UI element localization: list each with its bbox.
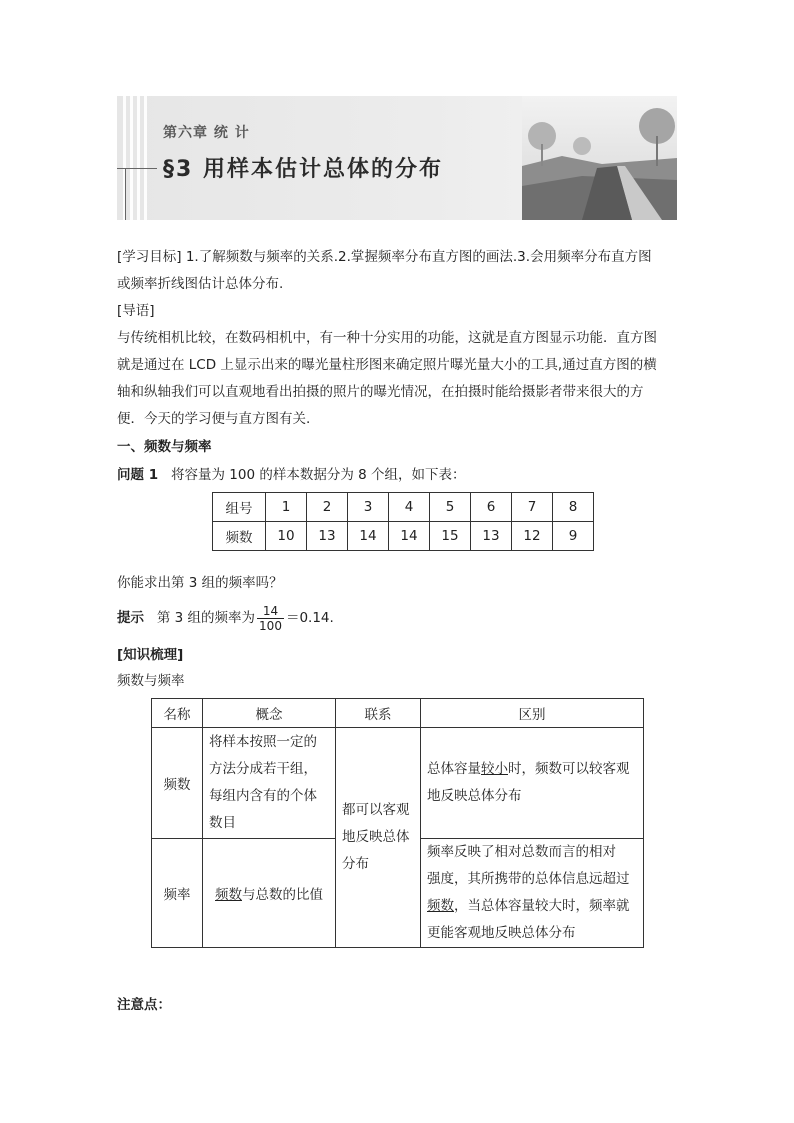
diff-line: 地反映总体分布 <box>427 788 522 804</box>
table-cell: 1 <box>266 493 307 522</box>
question-1 <box>117 462 466 489</box>
hint-label: 提示 <box>117 610 144 626</box>
note-label: 注意点： <box>117 997 171 1013</box>
intro-label: [导语] <box>117 303 155 319</box>
fraction-numerator: 14 <box>257 604 284 619</box>
row-header: 组号 <box>213 493 266 522</box>
hint <box>117 602 334 634</box>
link-line: 地反映总体 <box>342 829 410 845</box>
diff-underlined: 频数 <box>427 898 454 914</box>
link-line: 分布 <box>342 856 369 872</box>
question-label: 问题 1 <box>117 467 159 483</box>
diff-text: ，当总体容量较大时，频率就 <box>454 898 630 914</box>
diff-text: 时，频数可以较客观 <box>508 761 630 777</box>
learning-objectives <box>117 244 652 298</box>
name-cell: 频数 <box>152 728 203 839</box>
row-header: 频数 <box>213 522 266 551</box>
intro-line-1: 与传统相机比较，在数码相机中，有一种十分实用的功能，这就是直方图显示功能．直方图 <box>117 330 657 346</box>
table-cell: 13 <box>471 522 512 551</box>
concept-line: 每组内含有的个体 <box>209 788 317 804</box>
table-cell: 9 <box>553 522 594 551</box>
hint-text: 第 3 组的频率为 <box>156 610 256 626</box>
table-cell: 15 <box>430 522 471 551</box>
table-cell: 10 <box>266 522 307 551</box>
question-text: 将容量为 100 的样本数据分为 8 个组，如下表： <box>170 467 466 483</box>
table-row <box>152 699 644 728</box>
header-cell: 联系 <box>336 699 421 728</box>
link-line: 都可以客观 <box>342 802 410 818</box>
knowledge-subtitle: 频数与频率 <box>117 673 185 689</box>
intro-line-2: 就是通过在 LCD 上显示出来的曝光量柱形图来确定照片曝光量大小的工具,通过直方图的横 <box>117 357 657 373</box>
banner-rule <box>117 168 157 169</box>
table-row <box>152 728 644 839</box>
chapter-label: 第六章 统 计 <box>163 125 250 141</box>
group-count-table <box>212 492 594 551</box>
table-cell: 5 <box>430 493 471 522</box>
frequency-table <box>151 698 644 948</box>
concept-cell <box>203 728 336 839</box>
table-cell: 6 <box>471 493 512 522</box>
concept-line: 将样本按照一定的 <box>209 734 317 750</box>
landscape-photo <box>522 96 677 220</box>
banner-stripes <box>123 96 163 220</box>
table-row <box>213 522 594 551</box>
fraction <box>257 604 284 633</box>
knowledge-label: [知识梳理] <box>117 647 184 663</box>
chapter-banner <box>117 96 677 220</box>
question-ask: 你能求出第 3 组的频率吗？ <box>117 575 283 591</box>
concept-text: 与总数的比值 <box>242 887 323 903</box>
objectives-label: [学习目标] <box>117 249 182 265</box>
diff-line: 更能客观地反映总体分布 <box>427 925 576 941</box>
section-title: §3 用样本估计总体的分布 <box>163 157 443 182</box>
header-cell: 区别 <box>421 699 644 728</box>
concept-cell <box>203 839 336 948</box>
table-cell: 8 <box>553 493 594 522</box>
difference-cell <box>421 839 644 948</box>
header-cell: 概念 <box>203 699 336 728</box>
table-cell: 14 <box>348 522 389 551</box>
concept-underlined: 频数 <box>215 887 242 903</box>
table-cell: 2 <box>307 493 348 522</box>
diff-text: 总体容量 <box>427 761 481 777</box>
objectives-line2: 或频率折线图估计总体分布. <box>117 276 284 292</box>
table-cell: 13 <box>307 522 348 551</box>
banner-rule-vertical <box>125 168 126 220</box>
part1-heading: 一、频数与频率 <box>117 439 212 455</box>
objectives-line1: 1.了解频数与频率的关系.2.掌握频率分布直方图的画法.3.会用频率分布直方图 <box>185 249 652 265</box>
diff-line: 强度，其所携带的总体信息远超过 <box>427 871 630 887</box>
table-cell: 3 <box>348 493 389 522</box>
intro-line-3: 轴和纵轴我们可以直观地看出拍摄的照片的曝光情况，在拍摄时能给摄影者带来很大的方 <box>117 384 644 400</box>
difference-cell <box>421 728 644 839</box>
name-cell: 频率 <box>152 839 203 948</box>
table-cell: 12 <box>512 522 553 551</box>
intro-line-4: 便．今天的学习便与直方图有关. <box>117 411 311 427</box>
table-row <box>213 493 594 522</box>
concept-line: 数目 <box>209 815 236 831</box>
hint-result: ＝0.14. <box>285 610 334 626</box>
table-cell: 14 <box>389 522 430 551</box>
concept-line: 方法分成若干组， <box>209 761 317 777</box>
fraction-denominator: 100 <box>259 618 282 633</box>
link-cell <box>336 728 421 948</box>
table-cell: 7 <box>512 493 553 522</box>
header-cell: 名称 <box>152 699 203 728</box>
diff-underlined: 较小 <box>481 761 508 777</box>
table-cell: 4 <box>389 493 430 522</box>
diff-line: 频率反映了相对总数而言的相对 <box>427 844 616 860</box>
